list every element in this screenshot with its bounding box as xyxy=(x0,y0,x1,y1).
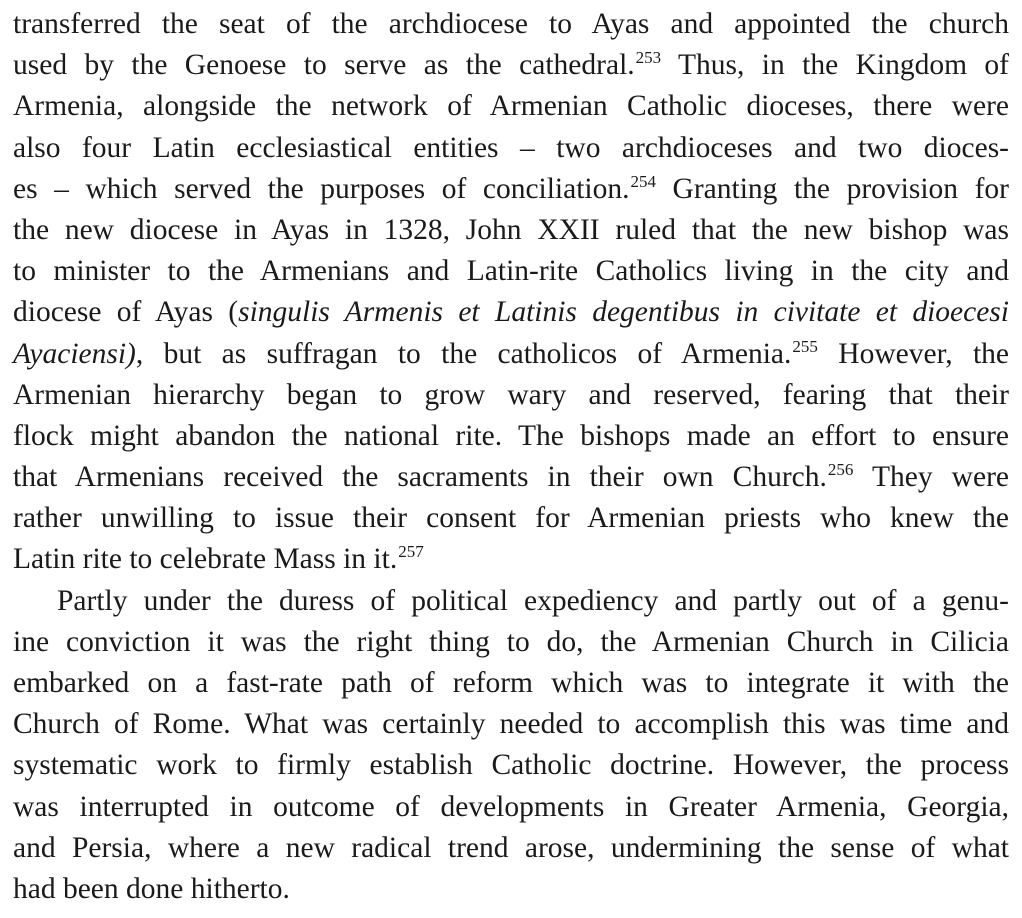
text-line: Latin rite to celebrate Mass in it.$^{257}$ xyxy=(13,542,424,576)
footnote-ref-253: 253 xyxy=(635,48,662,68)
text-line: Ayaciensi), but as suffragan to the catholicos of Armenia.$^{255}$ However, the xyxy=(13,336,1009,370)
footnote-ref-255: 255 xyxy=(792,336,818,356)
footnote-ref-257: 257 xyxy=(398,542,424,562)
text-line: ine conviction it was the right thing to do, the Armenian Church in Cilicia xyxy=(13,625,1009,658)
footnote-ref-256: 256 xyxy=(827,460,854,480)
paragraph-2 xyxy=(13,581,1009,911)
footnote-ref-254: 254 xyxy=(630,171,656,191)
text-line: had been done hitherto. xyxy=(13,872,290,905)
paragraph-1 xyxy=(13,4,1009,581)
text-line: systematic work to firmly establish Catholic doctrine. However, the process xyxy=(13,749,1009,782)
text-line: also four Latin ecclesiastical entities – two archdioceses and two dioces- xyxy=(13,131,1009,164)
text-line: used by the Genoese to serve as the cathedral.$^{253}$ Thus, in the Kingdom of xyxy=(13,48,1009,82)
text-line: was interrupted in outcome of developments in Greater Armenia, Georgia, xyxy=(13,790,1009,823)
text-line: Armenian hierarchy began to grow wary and reserved, fearing that their xyxy=(13,378,1009,411)
latin-quote: singulis Armenis et Latinis degentibus in civitate et dioecesi xyxy=(238,296,1009,329)
text-line: flock might abandon the national rite. The bishops made an effort to ensure xyxy=(13,419,1009,452)
text-line: the new diocese in Ayas in 1328, John XXII ruled that the new bishop was xyxy=(13,213,1009,246)
text-line: and Persia, where a new radical trend arose, undermining the sense of what xyxy=(13,831,1009,864)
text-line: Church of Rome. What was certainly needed to accomplish this was time and xyxy=(13,708,1009,741)
latin-quote-end: Ayaciensi) xyxy=(13,337,136,370)
text-line: embarked on a fast-rate path of reform which was to integrate it with the xyxy=(13,667,1009,699)
text-line: transferred the seat of the archdiocese to Ayas and appointed the church xyxy=(13,8,1009,40)
text-line: es – which served the purposes of conciliation.$^{254}$ Granting the provision for xyxy=(13,171,1009,205)
text-line: diocese of Ayas (singulis Armenis et Latinis degentibus in civitate et dioecesi xyxy=(13,296,1009,329)
text-line: Armenia, alongside the network of Armenian Catholic dioceses, there were xyxy=(13,90,1009,123)
text-line: to minister to the Armenians and Latin-rite Catholics living in the city and xyxy=(13,255,1009,288)
text-line: that Armenians received the sacraments in their own Church.$^{256}$ They were xyxy=(13,460,1009,494)
text-line: rather unwilling to issue their consent for Armenian priests who knew the xyxy=(13,502,1009,535)
text-line: Partly under the duress of political expediency and partly out of a genu- xyxy=(57,584,1009,617)
document-page xyxy=(13,4,1009,910)
